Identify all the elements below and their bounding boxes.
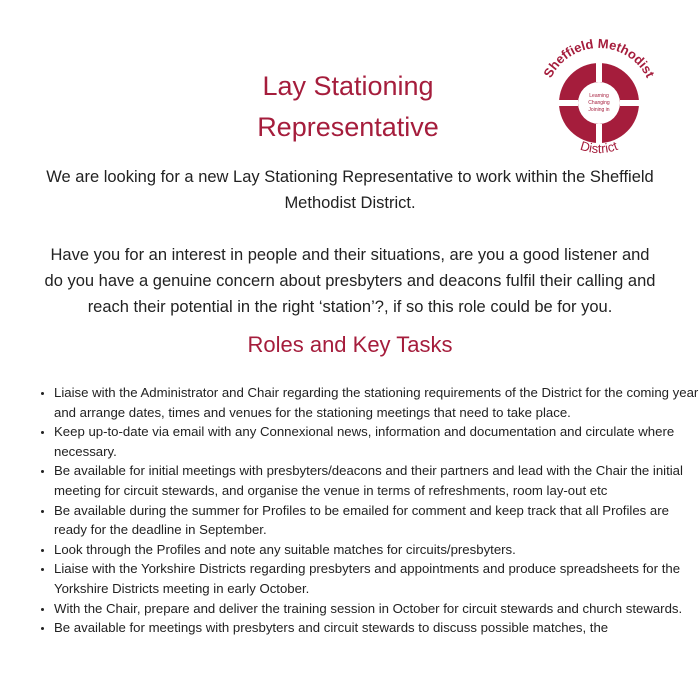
logo-bottom-text: District bbox=[578, 138, 620, 157]
title-line-2: Representative bbox=[257, 112, 439, 142]
logo-center-line-2: Changing bbox=[588, 100, 610, 106]
logo-top-text: Sheffield Methodist bbox=[540, 35, 658, 81]
page-title bbox=[200, 66, 496, 148]
title-line-1: Lay Stationing bbox=[262, 71, 434, 101]
task-item: • Liaise with the Yorkshire Districts regarding presbyters and appointments and produce spreadsheets for the Yorkshire Districts meeting in early October. bbox=[54, 559, 699, 598]
sheffield-methodist-logo bbox=[532, 34, 666, 168]
task-item: • Be available during the summer for Profiles to be emailed for comment and keep track that all Profiles are ready for the deadline in September. bbox=[54, 501, 699, 540]
intro-paragraph-2: Have you for an interest in people and their situations, are you a good listener and do you have a genuine concern about presbyters and deacons fulfil their calling and reach their potential in the right ‘station’?, if so this role could be for you. bbox=[44, 246, 656, 316]
intro-paragraph-1: We are looking for a new Lay Stationing Representative to work within the Sheffield Methodist District. bbox=[46, 168, 654, 212]
task-item: • Liaise with the Administrator and Chair regarding the stationing requirements of the District for the coming year and arrange dates, times and venues for the stationing meetings that need to take place. bbox=[54, 383, 699, 422]
task-item: • Be available for meetings with presbyters and circuit stewards to discuss possible matches, the bbox=[54, 618, 699, 638]
logo-center-line-3: Joining in bbox=[588, 107, 610, 113]
task-item: • Look through the Profiles and note any suitable matches for circuits/presbyters. bbox=[54, 540, 699, 560]
task-item: • Keep up-to-date via email with any Connexional news, information and documentation and circulate where necessary. bbox=[54, 422, 699, 461]
task-item: • Be available for initial meetings with presbyters/deacons and their partners and lead with the Chair the initial meeting for circuit stewards, and organise the venue in terms of refreshments, room lay-out etc bbox=[54, 461, 699, 500]
roles-heading: Roles and Key Tasks bbox=[247, 332, 453, 357]
logo-center-line-1: Learning bbox=[589, 93, 609, 99]
task-list bbox=[32, 383, 699, 638]
task-item: • With the Chair, prepare and deliver the training session in October for circuit stewards and church stewards. bbox=[54, 599, 699, 619]
intro-section bbox=[40, 164, 660, 320]
